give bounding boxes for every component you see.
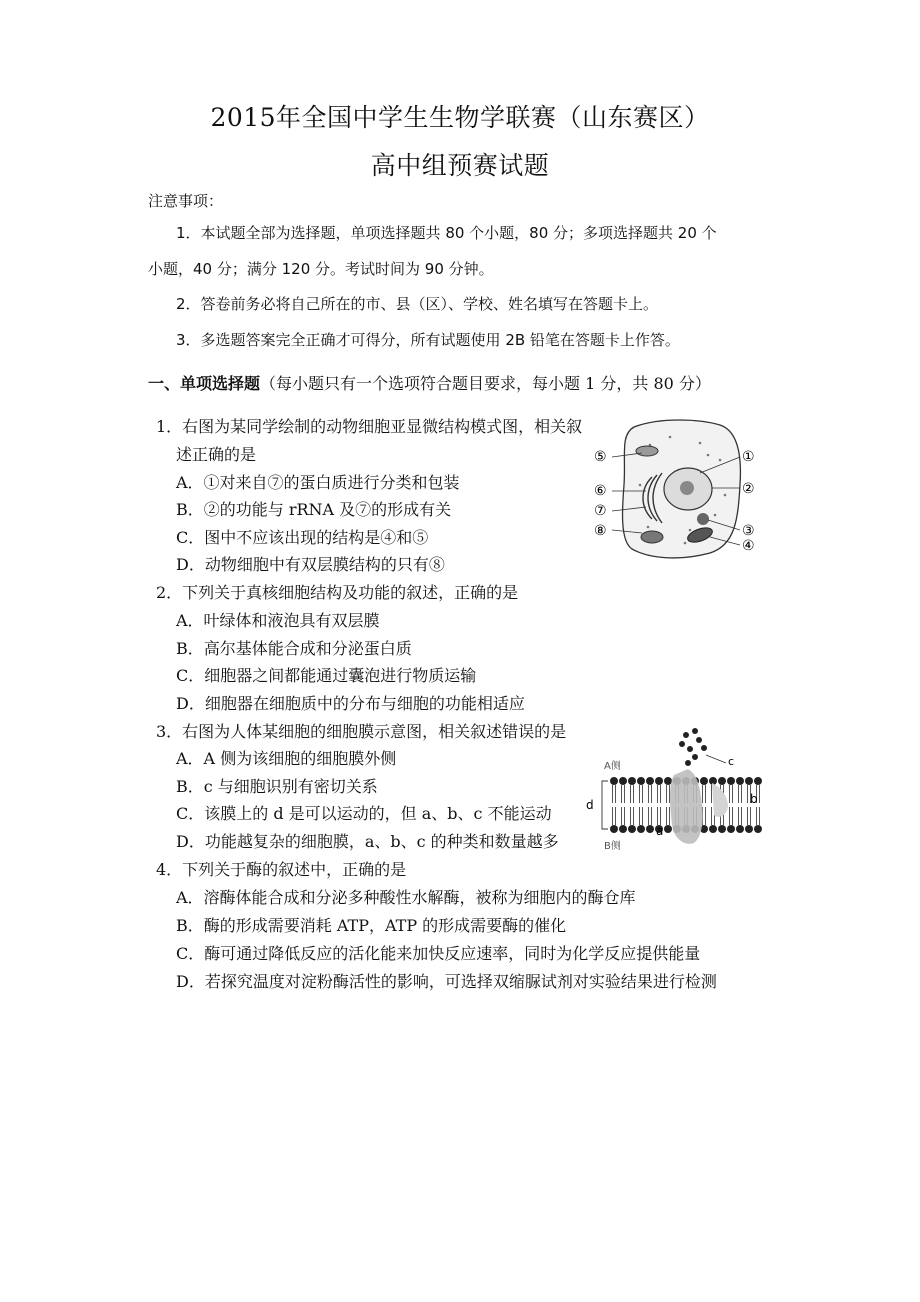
figure1-label-5: ⑤ (594, 449, 607, 465)
question-2-option-a: A．叶绿体和液泡具有双层膜 (176, 611, 380, 630)
notice-item-1: 1．本试题全部为选择题，单项选择题共 80 个小题，80 分；多项选择题共 20 个 (176, 224, 717, 242)
question-4-option-d: D．若探究温度对淀粉酶活性的影响，可选择双缩脲试剂对实验结果进行检测 (176, 972, 717, 991)
question-3-option-b: B．c 与细胞识别有密切关系 (176, 777, 378, 796)
question-2-option-c: C．细胞器之间都能通过囊泡进行物质运输 (176, 666, 477, 685)
question-2-option-d: D．细胞器在细胞质中的分布与细胞的功能相适应 (176, 694, 525, 713)
glycoprotein-chain (679, 728, 707, 766)
question-3-option-a: A．A 侧为该细胞的细胞膜外侧 (176, 749, 397, 768)
label-c: c (728, 755, 735, 768)
document-subtitle: 高中组预赛试题 (370, 151, 550, 180)
organelle (641, 531, 663, 543)
question-1-option-c: C．图中不应该出现的结构是④和⑤ (176, 528, 429, 547)
question-4-option-a: A．溶酶体能合成和分泌多种酸性水解酶，被称为细胞内的酶仓库 (176, 888, 636, 907)
question-1-option-d: D．动物细胞中有双层膜结构的只有⑧ (176, 555, 445, 574)
question-2-stem: 2．下列关于真核细胞结构及功能的叙述，正确的是 (156, 583, 519, 602)
notice-heading: 注意事项： (148, 192, 224, 210)
figure1-label-1: ① (742, 449, 755, 465)
nucleolus (680, 481, 694, 495)
question-2-option-b: B．高尔基体能合成和分泌蛋白质 (176, 639, 412, 658)
section-heading (148, 371, 711, 394)
notice-item-3: 3．多选题答案完全正确才可得分，所有试题使用 2B 铅笔在答题卡上作答。 (176, 331, 680, 349)
figure1-label-3: ③ (742, 523, 755, 539)
question-1-stem: 1．右图为某同学绘制的动物细胞亚显微结构模式图，相关叙 (156, 417, 583, 436)
question-1-option-b: B．②的功能与 rRNA 及⑦的形成有关 (176, 500, 452, 519)
mitochondrion (636, 446, 658, 456)
label-a: a (656, 824, 664, 838)
question-4-stem: 4．下列关于酶的叙述中，正确的是 (156, 860, 407, 879)
notice-item-2: 2．答卷前务必将自己所在的市、县（区）、学校、姓名填写在答题卡上。 (176, 295, 659, 313)
figure1-label-8: ⑧ (594, 523, 607, 539)
section-label: 一、单项选择题 (148, 374, 261, 393)
question-4-option-b: B．酶的形成需要消耗 ATP，ATP 的形成需要酶的催化 (176, 916, 567, 935)
figure1-label-6: ⑥ (594, 483, 607, 499)
figure1-label-4: ④ (742, 538, 755, 554)
question-1-option-a: A．①对来自⑦的蛋白质进行分类和包装 (176, 473, 460, 492)
cell-membrane-figure (578, 725, 774, 855)
question-3-stem: 3．右图为人体某细胞的细胞膜示意图，相关叙述错误的是 (156, 722, 567, 741)
question-1-stem-cont: 述正确的是 (176, 445, 257, 464)
document-title: 2015年全国中学生生物学联赛（山东赛区） (210, 103, 710, 132)
notice-item-1-cont: 小题，40 分；满分 120 分。考试时间为 90 分钟。 (148, 260, 494, 278)
label-a-side: A侧 (604, 761, 621, 772)
question-3-option-d: D．功能越复杂的细胞膜，a、b、c 的种类和数量越多 (176, 832, 559, 851)
figure1-label-7: ⑦ (594, 503, 607, 519)
label-b: b (750, 792, 758, 806)
figure1-label-2: ② (742, 481, 755, 497)
label-b-side: B侧 (604, 841, 621, 852)
question-4-option-c: C．酶可通过降低反应的活化能来加快反应速率，同时为化学反应提供能量 (176, 944, 701, 963)
section-note: （每小题只有一个选项符合题目要求，每小题 1 分，共 80 分） (260, 374, 711, 393)
label-d: d (586, 798, 594, 812)
animal-cell-figure (590, 415, 762, 565)
peripheral-protein (712, 783, 728, 817)
question-3-option-c: C．该膜上的 d 是可以运动的，但 a、b、c 不能运动 (176, 804, 552, 823)
vesicle (697, 513, 709, 525)
